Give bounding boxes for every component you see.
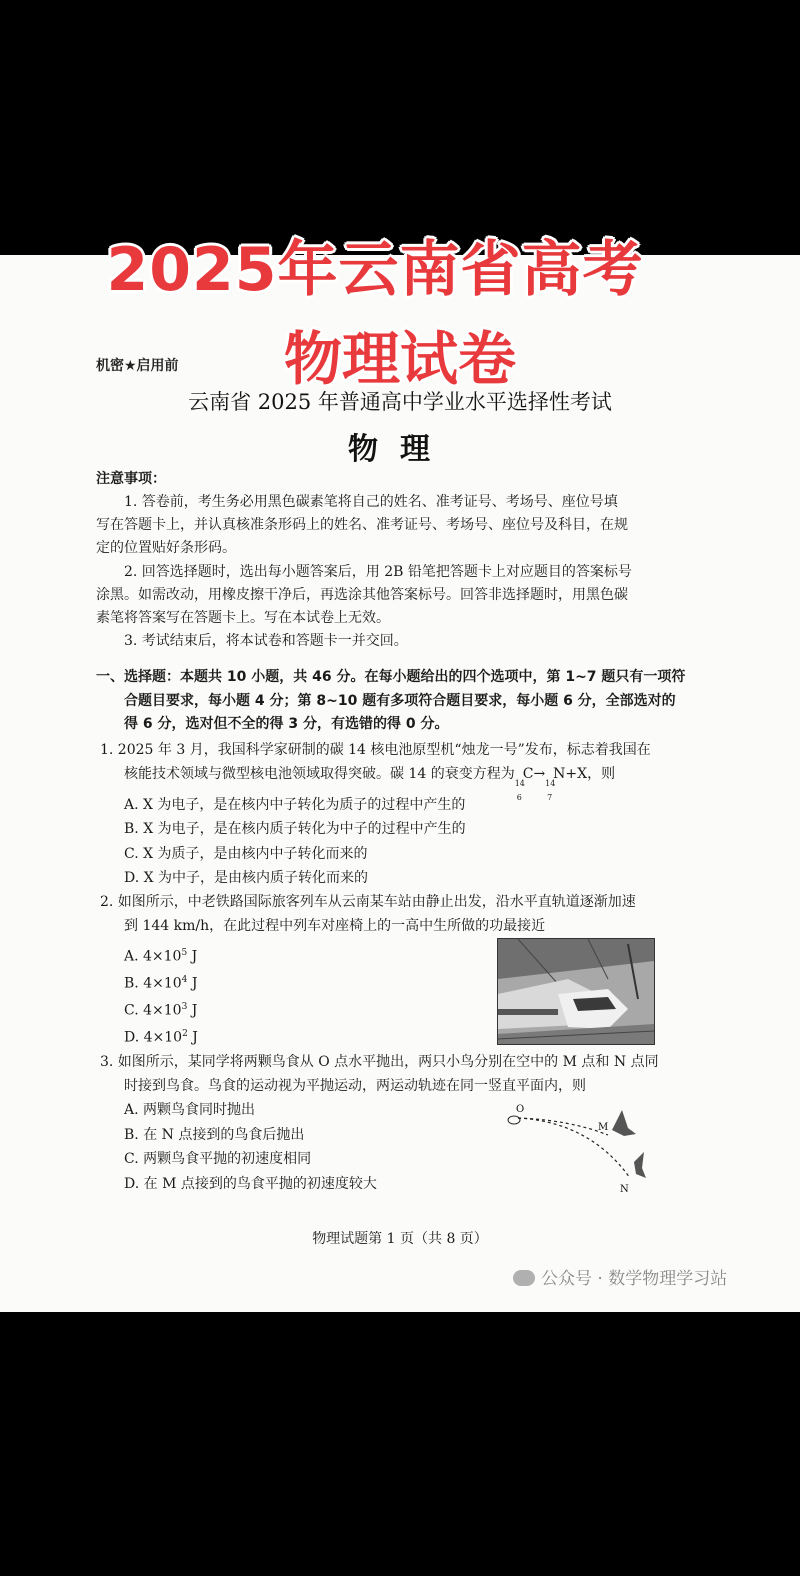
q1-option: B. X 为电子，是在核内质子转化为中子的过程中产生的 (124, 821, 466, 837)
q2-option (124, 942, 197, 969)
notice-heading: 注意事项： (96, 471, 166, 487)
overlay-title-line2: 物理试卷 (283, 325, 516, 393)
q2-option-base: A. 4×10 (124, 948, 182, 965)
notice-line: 定的位置贴好条形码。 (96, 540, 236, 556)
label-o: O (516, 1104, 525, 1115)
secret-mark: 机密★启用前 (96, 358, 179, 374)
q1-n-symbol: N (553, 766, 566, 782)
q1-stem-line: 1. 2025 年 3 月，我国科学家研制的碳 14 核电池原型机“烛龙一号”发布，标志着我国在 (100, 742, 651, 758)
bottom-black-bar (0, 1312, 800, 1576)
section-line: 一、选择题：本题共 10 小题，共 46 分。在每小题给出的四个选项中，第 1~7 题只有一项符 (96, 669, 686, 685)
section-line: 合题目要求，每小题 4 分；第 8~10 题有多项符合题目要求，每小题 6 分，全部选对的 (124, 693, 676, 709)
q2-option-exponent: 2 (182, 1029, 188, 1039)
q2-option (124, 969, 197, 996)
notice-line: 2. 回答选择题时，选出每小题答案后，用 2B 铅笔把答题卡上对应题目的答案标号 (124, 564, 632, 580)
overlay-title-line1: 2025年云南省高考 (106, 235, 644, 305)
q1-c-symbol: C (522, 766, 534, 782)
notice-line: 素笔将答案写在答题卡上。写在本试卷上无效。 (96, 610, 390, 626)
q1-n-mass: 14 (545, 779, 556, 788)
page-number: 物理试题第 1 页（共 8 页） (312, 1231, 488, 1247)
q3-option: A. 两颗鸟食同时抛出 (124, 1102, 256, 1118)
q2-option (124, 1023, 198, 1050)
q1-arrow: → (533, 766, 546, 782)
label-n: N (620, 1184, 629, 1195)
label-m: M (598, 1122, 609, 1133)
q2-option-base: C. 4×10 (124, 1002, 182, 1019)
q3-option: D. 在 M 点接到的鸟食平抛的初速度较大 (124, 1176, 377, 1192)
q3-stem-line: 时接到鸟食。鸟食的运动视为平抛运动，两运动轨迹在同一竖直平面内，则 (124, 1078, 586, 1094)
wechat-icon (513, 1270, 535, 1286)
section-line: 得 6 分，选对但不全的得 3 分，有选错的得 0 分。 (124, 716, 449, 732)
notice-line: 写在答题卡上，并认真核准条形码上的姓名、准考证号、考场号、座位号及科目，在规 (96, 517, 628, 533)
q1-stem-prefix: 核能技术领域与微型核电池领域取得突破。碳 14 的衰变方程为 (124, 766, 515, 782)
q2-stem-line: 到 144 km/h，在此过程中列车对座椅上的一高中生所做的功最接近 (124, 918, 546, 934)
q1-stem-line (124, 763, 616, 802)
q1-eq-rest: +X，则 (565, 766, 616, 782)
q2-option-unit: J (187, 975, 198, 992)
q2-stem-line: 2. 如图所示，中老铁路国际旅客列车从云南某车站由静止出发，沿水平直轨道逐渐加速 (100, 894, 636, 910)
notice-line: 3. 考试结束后，将本试卷和答题卡一并交回。 (124, 633, 408, 649)
q3-option: B. 在 N 点接到的鸟食后抛出 (124, 1127, 305, 1143)
notice-line: 1. 答卷前，考生务必用黑色碳素笔将自己的姓名、准考证号、考场号、座位号填 (124, 494, 618, 510)
watermark (513, 1264, 727, 1289)
trajectory-illustration (500, 1100, 670, 1200)
watermark-text: 公众号 · 数学物理学习站 (541, 1269, 728, 1289)
notice-line: 涂黑。如需改动，用橡皮擦干净后，再选涂其他答案标号。回答非选择题时，用黑色碳 (96, 587, 628, 603)
q3-option: C. 两颗鸟食平抛的初速度相同 (124, 1151, 312, 1167)
top-black-bar (0, 0, 800, 255)
q1-option: D. X 为中子，是由核内质子转化而来的 (124, 870, 369, 886)
q3-stem-line: 3. 如图所示，某同学将两颗鸟食从 O 点水平抛出，两只小鸟分别在空中的 M 点和 N 点同 (100, 1054, 659, 1070)
q2-option-exponent: 5 (181, 948, 188, 958)
train-illustration (498, 939, 654, 1044)
projectile-diagram (500, 1100, 670, 1200)
subject-title: 物理 (348, 432, 452, 467)
q2-option-base: D. 4×10 (124, 1029, 183, 1046)
q1-c-mass: 14 (514, 779, 525, 788)
q2-option (124, 996, 197, 1023)
q1-c-charge: 6 (516, 793, 522, 802)
q2-option-exponent: 3 (181, 1002, 188, 1012)
exam-title: 云南省 2025 年普通高中学业水平选择性考试 (188, 390, 612, 414)
q1-option: C. X 为质子，是由核内中子转化而来的 (124, 846, 368, 862)
q1-n-charge: 7 (547, 793, 553, 802)
train-photo (497, 938, 655, 1045)
q2-option-unit: J (187, 1029, 198, 1046)
q2-option-unit: J (187, 948, 198, 965)
q2-option-unit: J (187, 1002, 198, 1019)
q2-option-base: B. 4×10 (124, 975, 182, 992)
q2-option-exponent: 4 (181, 975, 188, 985)
q1-option: A. X 为电子，是在核内中子转化为质子的过程中产生的 (124, 797, 466, 813)
